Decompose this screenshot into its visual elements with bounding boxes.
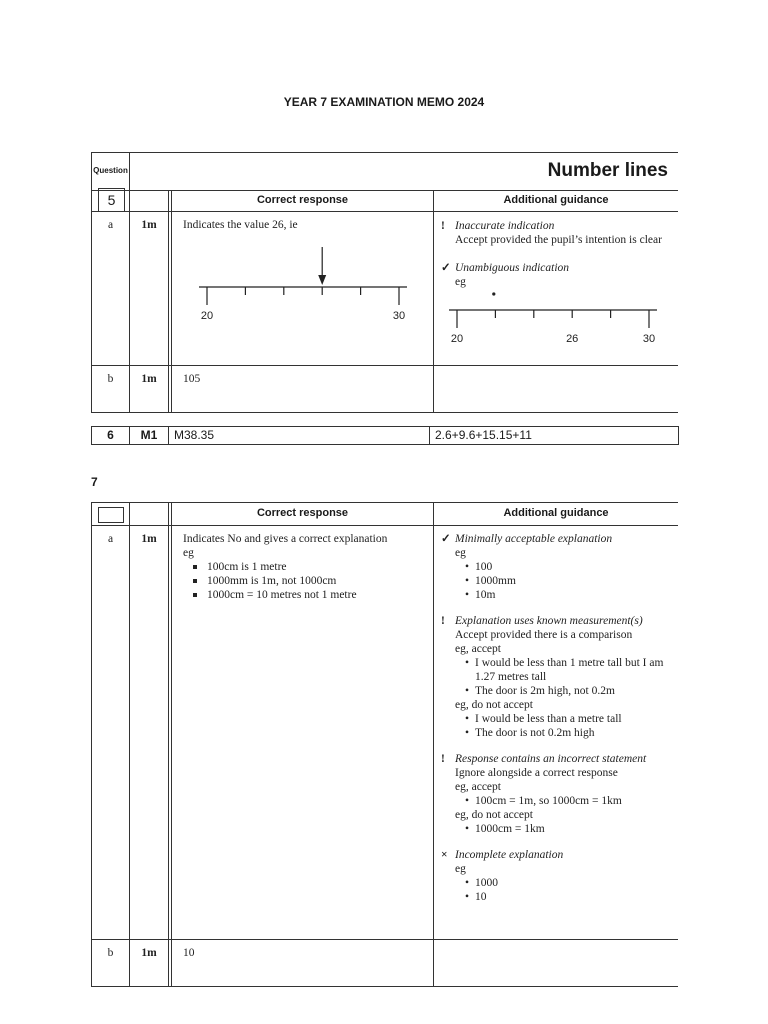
guidance-list xyxy=(441,656,677,698)
question-number: 6 xyxy=(107,428,114,442)
list-item: • 10 xyxy=(441,890,677,904)
mark-value: M1 xyxy=(140,428,158,442)
arrow-head xyxy=(318,275,326,285)
col-header-correct-response: Correct response xyxy=(256,194,349,206)
example-list xyxy=(183,560,428,602)
list-item: 1000mm is 1m, not 1000cm xyxy=(183,574,428,588)
caution-icon: ! xyxy=(441,753,445,765)
response-text: Indicates the value 26, ie xyxy=(183,219,298,231)
number-line-label: 26 xyxy=(566,333,579,345)
list-item: • The door is not 0.2m high xyxy=(441,726,677,740)
list-item: • The door is 2m high, not 0.2m xyxy=(441,684,677,698)
part-label: b xyxy=(107,947,114,959)
guidance-list xyxy=(441,876,677,904)
mark-value: 1m xyxy=(141,219,157,231)
mark-value: 1m xyxy=(141,373,157,385)
list-item: 1000cm = 10 metres not 1 metre xyxy=(183,588,428,602)
list-item: • I would be less than 1 metre tall but I am 1.27 metres tall xyxy=(441,656,677,684)
eg-label: eg xyxy=(455,276,466,288)
cross-icon: × xyxy=(441,849,448,861)
answer-text: M38.35 xyxy=(174,428,215,442)
guidance-title: Unambiguous indication xyxy=(455,262,570,274)
part-label: b xyxy=(107,373,114,385)
number-line-answer xyxy=(190,243,420,328)
part-label: a xyxy=(107,219,114,231)
guidance-list xyxy=(441,712,677,740)
eg-accept-label: eg, accept xyxy=(455,781,501,793)
working-text: 2.6+9.6+15.15+11 xyxy=(435,428,532,442)
guidance-text: Accept provided there is a comparison xyxy=(455,629,633,641)
response-text: Indicates No and gives a correct explanation xyxy=(183,533,388,545)
part-label: a xyxy=(107,533,114,545)
guidance-title: Minimally acceptable explanation xyxy=(455,533,613,545)
col-header-correct-response: Correct response xyxy=(256,507,349,519)
list-item: • 10m xyxy=(441,588,677,602)
col-header-additional-guidance: Additional guidance xyxy=(503,507,609,519)
pupil-mark-dot xyxy=(492,292,495,295)
question-7-label: 7 xyxy=(91,475,98,489)
guidance-title: Explanation uses known measurement(s) xyxy=(455,615,643,627)
response-text: 105 xyxy=(183,373,201,385)
list-item: • 100cm = 1m, so 1000cm = 1km xyxy=(441,794,677,808)
list-item: • 100 xyxy=(441,560,677,574)
guidance-text: Ignore alongside a correct response xyxy=(455,767,618,779)
eg-label: eg xyxy=(183,547,194,559)
question-label: Question xyxy=(93,166,128,175)
guidance-text: Accept provided the pupil’s intention is clear xyxy=(455,234,662,246)
number-line-label: 30 xyxy=(392,310,406,322)
list-item: • 1000cm = 1km xyxy=(441,822,677,836)
number-line-example xyxy=(440,285,670,345)
eg-label: eg xyxy=(455,863,466,875)
question-number-box xyxy=(98,507,124,523)
number-line-label: 30 xyxy=(642,333,656,345)
mark-value: 1m xyxy=(141,533,157,545)
guidance-list xyxy=(441,794,677,808)
check-icon: ✓ xyxy=(441,262,451,274)
response-text: 10 xyxy=(183,947,195,959)
guidance-list xyxy=(441,822,677,836)
number-line-label: 20 xyxy=(450,333,464,345)
eg-not-accept-label: eg, do not accept xyxy=(455,699,533,711)
col-header-additional-guidance: Additional guidance xyxy=(503,194,609,206)
eg-label: eg xyxy=(455,547,466,559)
guidance-list xyxy=(441,560,677,602)
section-heading: Number lines xyxy=(547,160,668,181)
eg-accept-label: eg, accept xyxy=(455,643,501,655)
caution-icon: ! xyxy=(441,220,445,232)
list-item: 100cm is 1 metre xyxy=(183,560,428,574)
check-icon: ✓ xyxy=(441,533,451,545)
guidance-title: Inaccurate indication xyxy=(455,220,555,232)
number-line-label: 20 xyxy=(200,310,214,322)
eg-not-accept-label: eg, do not accept xyxy=(455,809,533,821)
page-title: YEAR 7 EXAMINATION MEMO 2024 xyxy=(283,95,485,109)
mark-value: 1m xyxy=(141,947,157,959)
guidance-title: Response contains an incorrect statement xyxy=(455,753,647,765)
caution-icon: ! xyxy=(441,615,445,627)
guidance-title: Incomplete explanation xyxy=(455,849,564,861)
list-item: • 1000 xyxy=(441,876,677,890)
list-item: • 1000mm xyxy=(441,574,677,588)
question-number-box: 5 xyxy=(98,188,125,212)
list-item: • I would be less than a metre tall xyxy=(441,712,677,726)
